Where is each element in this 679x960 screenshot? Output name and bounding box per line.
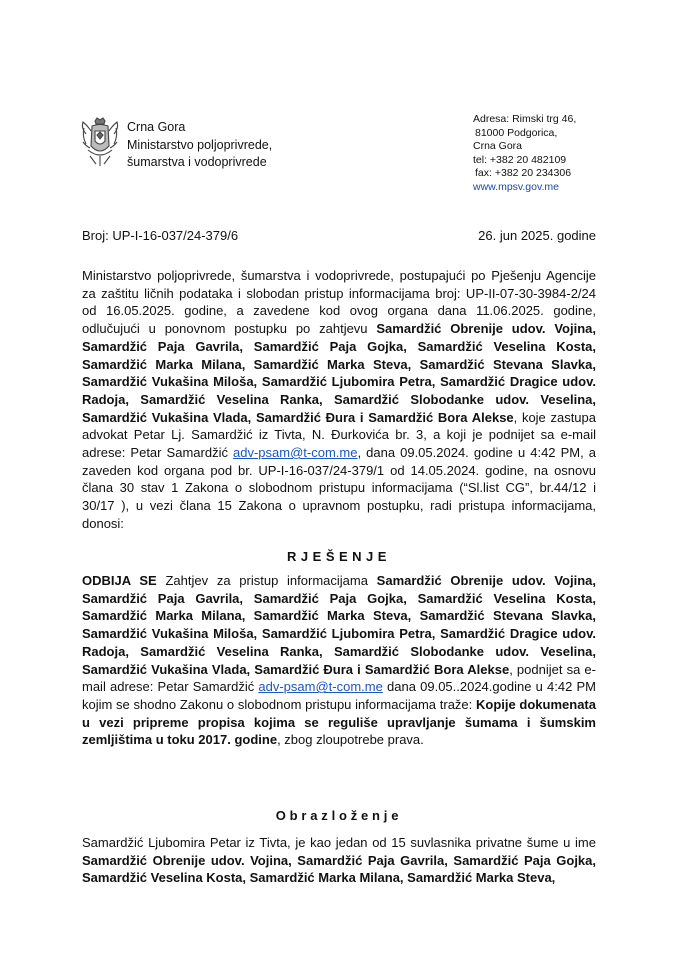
address-street: Adresa: Rimski trg 46,	[473, 113, 577, 125]
intro-text-1: Ministarstvo poljoprivrede, šumarstva i vodoprivrede, postupajući po Pješenju Agencije za zaštitu ličnih podataka i slobodan pristup informacijama broj: UP-II-07-30-3984-2/24 od 16.05.2025. godine, a zavedene kod ovog organa dana 11.06.2025. godine, odlučujući u ponovnom postupku po zahtjevu	[82, 268, 596, 337]
intro-paragraph	[82, 267, 596, 533]
reasoning-applicants: Samardžić Obrenije udov. Vojina, Samardžić Paja Gavrila, Samardžić Paja Gojka, Samardžić Veselina Kosta, Samardžić Marka Milana, Samardžić Marka Steva,	[82, 852, 596, 886]
address-tel: tel: +382 20 482109	[473, 153, 567, 166]
document-date: 26. jun 2025. godine	[478, 228, 596, 243]
intro-applicants: Samardžić Obrenije udov. Vojina, Samardžić Paja Gavrila, Samardžić Paja Gojka, Samardžić Veselina Kosta, Samardžić Marka Milana, Samardžić Marka Steva, Samardžić Stevana Slavka, Samardžić Vukašina Miloša, Samardžić Ljubomira Petra, Samardžić Dragice udov. Radoja, Samardžić Veselina Ranka, Samardžić Slobodanke udov. Veselina, Samardžić Vukašina Vlada, Samardžić Đura i Samardžić Bora Alekse	[82, 321, 596, 425]
ministry-line-2: šumarstva i vodoprivrede	[127, 155, 267, 169]
address-fax: fax: +382 20 234306	[475, 167, 572, 180]
address-block	[473, 113, 576, 195]
decision-text-1: Zahtjev za pristup informacijama	[156, 573, 377, 588]
decision-subject: Kopije dokumenata u vezi pripreme propisa kojima se reguliše upravljanje šumama i šumskim zemljištima u toku 2017. godine	[82, 696, 596, 748]
case-number: Broj: UP-I-16-037/24-379/6	[82, 228, 239, 243]
country-name: Crna Gora	[127, 120, 186, 134]
decision-paragraph	[82, 572, 596, 749]
intro-email-link[interactable]: adv-psam@t-com.me	[233, 445, 358, 461]
reasoning-heading: Obrazloženje	[275, 808, 403, 823]
decision-heading: RJEŠENJE	[287, 549, 391, 564]
decision-email-link[interactable]: adv-psam@t-com.me	[258, 679, 383, 695]
document-meta	[82, 228, 596, 243]
decision-applicants: Samardžić Obrenije udov. Vojina, Samardžić Paja Gavrila, Samardžić Paja Gojka, Samardžić Veselina Kosta, Samardžić Marka Milana, Samardžić Marka Steva, Samardžić Stevana Slavka, Samardžić Vukašina Miloša, Samardžić Ljubomira Petra, Samardžić Dragice udov. Radoja, Samardžić Veselina Ranka, Samardžić Slobodanke udov. Veselina, Samardžić Vukašina Vlada, Samardžić Đura i Samardžić Bora Alekse	[82, 573, 596, 677]
website-link[interactable]: www.mpsv.gov.me	[473, 180, 559, 193]
address-country: Crna Gora	[473, 140, 523, 153]
decision-text-2: , podnijet sa e-mail adrese: Petar Samardžić	[82, 661, 596, 695]
decision-text-4: , zbog zloupotrebe prava.	[277, 732, 424, 748]
decision-text-3: dana 09.05..2024.godine u 4:42 PM kojim se shodno Zakonu o slobodnom pristupu informacijama traže:	[82, 679, 597, 712]
intro-text-3: , dana 09.05.2024. godine u 4:42 PM, a zaveden kod organa pod br. UP-I-16-037/24-379/1 od 14.05.2024. godine, na osnovu člana 30 stav 1 Zakona o slobodnom pristupu informacijama (“Sl.list CG”, br.44/12 i 30/17 ), u vezi člana 15 Zakona o upravnom postupku, radi pristupa informacijama, donosi:	[82, 445, 596, 531]
decision-lead: ODBIJA SE	[82, 573, 157, 588]
ministry-line-1: Ministarstvo poljoprivrede,	[127, 137, 273, 152]
reasoning-text-1: Samardžić Ljubomira Petar iz Tivta, je kao jedan od 15 suvlasnika privatne šume u ime	[82, 835, 596, 850]
address-city: 81000 Podgorica,	[475, 126, 558, 139]
institution-name	[127, 119, 272, 172]
intro-text-2: , koje zastupa advokat Petar Lj. Samardžić iz Tivta, N. Đurkovića br. 3, a koji je podnijet sa e-mail adrese: Petar Samardžić	[82, 409, 596, 461]
reasoning-paragraph	[82, 834, 596, 887]
coat-of-arms-logo	[80, 116, 120, 168]
